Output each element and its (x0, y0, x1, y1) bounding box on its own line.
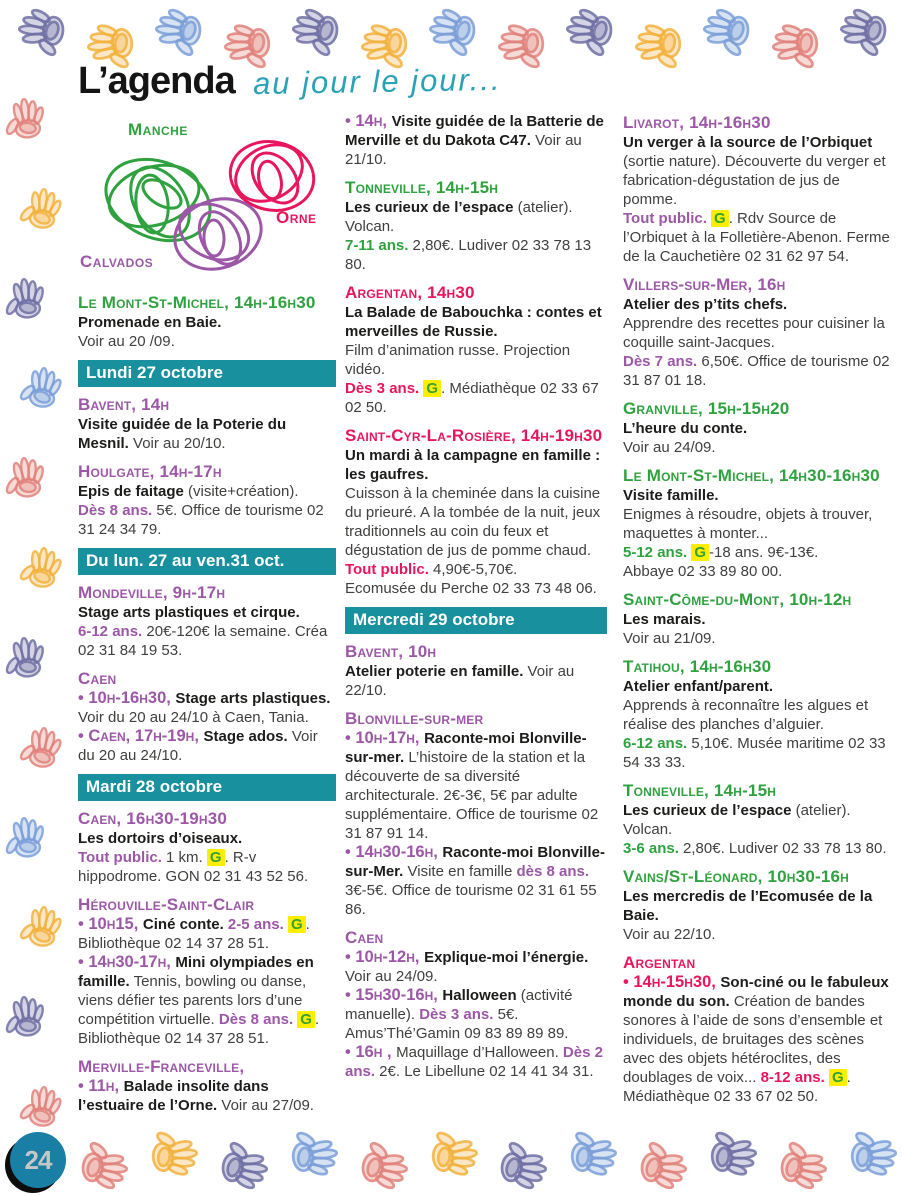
text-segment: . Bibliothèque 02 14 37 28 51. (78, 916, 310, 952)
gratuit-badge: G (829, 1069, 847, 1086)
entry-paragraph (623, 801, 895, 820)
entry-paragraph (623, 295, 895, 314)
text-segment: . Médiathèque 02 33 67 02 50. (345, 380, 599, 416)
hand-stamp-icon (76, 1140, 130, 1194)
text-segment: (activité manuelle). (345, 987, 573, 1023)
hand-stamp-icon (356, 1140, 410, 1194)
text-segment: Tout public. (345, 561, 429, 578)
text-segment: • 11h, (78, 1077, 124, 1095)
entry-paragraph (345, 560, 607, 579)
entry-paragraph (78, 915, 336, 953)
text-segment: Apprendre des recettes pour cuisiner la coquille saint-Jacques. (623, 315, 885, 351)
bottom-stamp-border (78, 1132, 897, 1194)
text-segment: Promenade en Baie. (78, 314, 222, 331)
text-segment: Epis de faitage (78, 483, 184, 500)
text-segment: Voir au 21/09. (623, 630, 716, 647)
text-segment: Stage arts plastiques. (175, 690, 331, 707)
text-segment: . R-v hippodrome. GON 02 31 43 52 56. (78, 849, 309, 885)
entry-paragraph (78, 501, 336, 539)
hand-stamp-icon (564, 4, 618, 58)
gratuit-badge: G (288, 916, 306, 933)
text-segment: Voir au 22/10. (623, 926, 716, 943)
agenda-column-middle (345, 112, 607, 1089)
hand-stamp-icon (701, 4, 755, 58)
date-header: Mardi 28 octobre (78, 774, 336, 801)
venue-time-line: Vains/St-Léonard, 10h30-16h (623, 867, 850, 886)
gratuit-badge: G (423, 380, 441, 397)
agenda-entry (78, 292, 336, 351)
venue-time-line: Caen, 16h30-19h30 (78, 809, 228, 828)
venue-time-line: Merville-Franceville, (78, 1057, 245, 1076)
text-segment: Tout public. (623, 210, 707, 227)
hand-stamp-icon (495, 1140, 549, 1194)
venue-time-line: Houlgate, 14h-17h (78, 462, 222, 481)
agenda-entry (345, 112, 607, 169)
map-label-orne: Orne (276, 208, 317, 227)
text-segment: Raconte-moi Blonville-sur-Mer. (345, 844, 605, 880)
text-segment: 3€-5€. Office de tourisme 02 31 61 55 86. (345, 882, 597, 918)
text-segment: Atelier poterie en famille. (345, 663, 524, 680)
text-segment: Mini olympiades en famille. (78, 954, 314, 990)
venue-time-line: Caen (78, 669, 117, 688)
text-segment: Création de bandes sonores à l’aide de sons d’ensemble et individuels, de bruitages des scènes avec des objets hétéroclites, des doublages de voix... (623, 993, 883, 1086)
entry-paragraph (623, 438, 895, 457)
text-segment: Voir au 20/10. (128, 435, 226, 452)
text-segment: • 14h30-16h, (345, 843, 443, 861)
page-number-badge (10, 1132, 66, 1188)
hand-stamp-icon (565, 1128, 619, 1182)
text-segment: Son-ciné ou le fabuleux monde du son. (623, 974, 889, 1010)
text-segment: Visite en famille (403, 863, 517, 880)
text-segment: Atelier des p’tits chefs. (623, 296, 788, 313)
entry-paragraph (345, 484, 607, 560)
agenda-entry (78, 1056, 336, 1115)
entry-paragraph (345, 303, 607, 341)
venue-time-line: Tonneville, 14h-15h (345, 178, 499, 197)
agenda-entry (623, 952, 895, 1106)
text-segment: 5,10€. Musée maritime 02 33 54 33 33. (623, 735, 886, 771)
text-segment: Les curieux de l’espace (345, 199, 514, 216)
hand-stamp-icon (18, 545, 66, 593)
hand-stamp-icon (146, 1128, 200, 1182)
text-segment: Les dortoirs d’oiseaux. (78, 830, 243, 847)
agenda-entry (623, 398, 895, 457)
text-segment: L’histoire de la station et la découverte de sa diversité architecturale. 2€-3€, 5€ par adulte supplémentaire. Office de tourisme 02 31 87 91 14. (345, 749, 599, 842)
text-segment: . Médiathèque 02 33 67 02 50. (623, 1069, 851, 1105)
hand-stamp-icon (2, 994, 50, 1042)
text-segment: • 10h15, (78, 915, 143, 933)
venue-time-line: Saint-Cyr-La-Rosière, 14h-19h30 (345, 426, 603, 445)
hand-stamp-icon (635, 1140, 689, 1194)
text-segment: • 14h, (345, 112, 392, 130)
entry-paragraph (623, 973, 895, 1106)
entry-paragraph (78, 953, 336, 1048)
text-segment: Atelier enfant/parent. (623, 678, 774, 695)
agenda-column-right (623, 112, 895, 1114)
text-segment: Raconte-moi Blonville-sur-mer. (345, 730, 587, 766)
text-segment: Explique-moi l’énergie. (424, 949, 589, 966)
text-segment: Un mardi à la campagne en famille : les gaufres. (345, 447, 601, 483)
venue-time-line: Blonville-sur-mer (345, 709, 484, 728)
agenda-entry (345, 425, 607, 598)
agenda-entry (345, 282, 607, 417)
text-segment: Volcan. (623, 821, 673, 838)
text-segment: • 14h30-17h, (78, 953, 176, 971)
venue-time-line: Le Mont-St-Michel, 14h30-16h30 (623, 466, 880, 485)
agenda-entry (623, 656, 895, 772)
text-segment: 8-12 ans. (760, 1069, 829, 1086)
entry-paragraph (345, 198, 607, 217)
entry-paragraph (345, 217, 607, 236)
text-segment: 6-12 ans. (623, 735, 688, 752)
gratuit-badge: G (297, 1011, 315, 1028)
text-segment: (atelier). (513, 199, 573, 216)
text-segment: 3-6 ans. (623, 840, 679, 857)
gratuit-badge: G (691, 544, 709, 561)
agenda-entry (78, 808, 336, 886)
entry-paragraph (78, 415, 336, 453)
text-segment: Dès 8 ans. (218, 1011, 298, 1028)
text-segment: 5€. Office de tourisme 02 31 24 34 79. (78, 502, 324, 538)
text-segment: La Balade de Babouchka : contes et merveilles de Russie. (345, 304, 602, 340)
text-segment: Halloween (442, 987, 517, 1004)
venue-time-line: Mondeville, 9h-17h (78, 583, 226, 602)
text-segment: Visite guidée de la Poterie du Mesnil. (78, 416, 287, 452)
text-segment: 5-12 ans. (623, 544, 692, 561)
hand-stamp-icon (838, 4, 892, 58)
agenda-entry (78, 394, 336, 453)
entry-paragraph (623, 820, 895, 839)
entry-paragraph (623, 696, 895, 734)
text-segment: (atelier). (791, 802, 851, 819)
entry-paragraph (623, 543, 895, 562)
entry-paragraph (345, 1043, 607, 1081)
entry-paragraph (345, 986, 607, 1043)
text-segment: Dès 8 ans. (78, 502, 153, 519)
venue-time-line: Tatihou, 14h-16h30 (623, 657, 772, 676)
text-segment: . Rdv Source de l’Orbiquet à la Folletière-Abenon. Ferme de la Cauchetière 02 31 62 97 54. (623, 210, 890, 265)
agenda-entry (78, 894, 336, 1048)
venue-time-line: Villers-sur-Mer, 16h (623, 275, 786, 294)
text-segment: Maquillage d’Halloween. (396, 1044, 563, 1061)
text-segment: Visite guidée de la Batterie de Merville et du Dakota C47. (345, 113, 604, 149)
agenda-entry (623, 780, 895, 858)
entry-paragraph (623, 486, 895, 505)
text-segment: Les curieux de l’espace (623, 802, 792, 819)
text-segment: Dès 3 ans. (345, 380, 424, 397)
hand-stamp-icon (18, 904, 66, 952)
text-segment: Abbaye 02 33 89 80 00. (623, 563, 783, 580)
entry-paragraph (78, 622, 336, 660)
text-segment: Ciné conte. (142, 916, 224, 933)
text-segment: 2-5 ans. (223, 916, 288, 933)
agenda-entry (623, 465, 895, 581)
entry-paragraph (78, 603, 336, 622)
entry-paragraph (345, 948, 607, 986)
text-segment: Les mercredis de l’Ecomusée de la Baie. (623, 888, 873, 924)
entry-paragraph (623, 925, 895, 944)
text-segment: 5€. Amus’Thé’Gamin 09 83 89 89 89. (345, 1006, 569, 1042)
hand-stamp-icon (845, 1128, 899, 1182)
hand-stamp-icon (2, 96, 50, 144)
text-segment: Stage arts plastiques et cirque. (78, 604, 300, 621)
hand-stamp-icon (18, 725, 66, 773)
page-title: L’agenda (78, 60, 235, 102)
entry-paragraph (623, 133, 895, 209)
entry-paragraph (623, 610, 895, 629)
text-segment: (visite+création). (183, 483, 299, 500)
entry-paragraph (78, 727, 336, 765)
hand-stamp-icon (18, 365, 66, 413)
entry-paragraph (623, 887, 895, 925)
map-label-manche: Manche (128, 120, 188, 139)
agenda-entry (623, 112, 895, 266)
departments-map (80, 112, 342, 294)
entry-paragraph (345, 446, 607, 484)
entry-paragraph (623, 505, 895, 543)
entry-paragraph (345, 843, 607, 919)
text-segment: 1 km. (161, 849, 207, 866)
text-segment: Voir au 22/10. (345, 663, 575, 699)
entry-paragraph (78, 482, 336, 501)
entry-paragraph (78, 848, 336, 886)
text-segment: Stage ados. (203, 728, 288, 745)
entry-paragraph (78, 1077, 336, 1115)
hand-stamp-icon (2, 814, 50, 862)
text-segment: Voir au 20 /09. (78, 333, 175, 350)
text-segment: 2,80€. Ludiver 02 33 78 13 80. (678, 840, 887, 857)
entry-paragraph (345, 341, 607, 379)
entry-paragraph (623, 629, 895, 648)
text-segment: Dès 3 ans. (419, 1006, 494, 1023)
hand-stamp-icon (286, 1128, 340, 1182)
hand-stamp-icon (18, 1084, 66, 1132)
entry-paragraph (345, 579, 607, 598)
text-segment: Voir au 24/09. (345, 968, 438, 985)
text-segment: Les marais. (623, 611, 706, 628)
orne-scribble (224, 134, 320, 218)
venue-time-line: Argentan (623, 953, 696, 972)
text-segment: • Caen, 17h-19h, (78, 727, 204, 745)
agenda-entry (78, 461, 336, 539)
text-segment: 2,80€. Ludiver 02 33 78 13 80. (345, 237, 592, 273)
hand-stamp-icon (16, 4, 70, 58)
text-segment: • 16h , (345, 1043, 397, 1061)
top-stamp-border (18, 6, 890, 68)
text-segment: Tennis, bowling ou danse, viens défier tes parents lors d’une compétition virtuelle. (78, 973, 307, 1028)
agenda-entry (623, 274, 895, 390)
text-segment: 6,50€. Office de tourisme 02 31 87 01 18. (623, 353, 890, 389)
agenda-column-left (78, 292, 336, 1123)
text-segment: L’heure du conte. (623, 420, 748, 437)
entry-paragraph (78, 829, 336, 848)
venue-time-line: Hérouville-Saint-Clair (78, 895, 255, 914)
venue-time-line: Caen (345, 928, 384, 947)
text-segment: • 10h-16h30, (78, 689, 176, 707)
hand-stamp-icon (2, 635, 50, 683)
text-segment: Film d’animation russe. Projection vidéo. (345, 342, 571, 378)
venue-time-line: Saint-Côme-du-Mont, 10h-12h (623, 590, 852, 609)
agenda-entry (78, 582, 336, 660)
page-subtitle: au jour le jour... (252, 61, 502, 101)
agenda-entry (345, 927, 607, 1081)
venue-time-line: Livarot, 14h-16h30 (623, 113, 771, 132)
hand-stamp-icon (775, 1140, 829, 1194)
agenda-entry (345, 641, 607, 700)
venue-time-line: Granville, 15h-15h20 (623, 399, 790, 418)
gratuit-badge: G (711, 210, 729, 227)
entry-paragraph (78, 313, 336, 332)
text-segment: Tout public. (78, 849, 162, 866)
hand-stamp-icon (2, 455, 50, 503)
text-segment: Dès 7 ans. (623, 353, 698, 370)
text-segment: 6-12 ans. (78, 623, 143, 640)
text-segment: Dès 2 ans. (345, 1044, 603, 1080)
text-segment: • 10h-17h, (345, 729, 425, 747)
text-segment: 2€. Le Libellune 02 14 41 34 31. (375, 1063, 594, 1080)
agenda-entry (345, 708, 607, 919)
text-segment: . Bibliothèque 02 14 37 28 51. (78, 1011, 320, 1047)
text-segment: Un verger à la source de l’Orbiquet (623, 134, 873, 151)
entry-paragraph (623, 839, 895, 858)
venue-time-line: Bavent, 14h (78, 395, 170, 414)
hand-stamp-icon (290, 4, 344, 58)
entry-paragraph (623, 209, 895, 266)
text-segment: Voir du 20 au 24/10 à Caen, Tania. (78, 709, 309, 726)
agenda-entry (345, 177, 607, 274)
text-segment: Voir au 27/09. (217, 1097, 314, 1114)
hand-stamp-icon (153, 4, 207, 58)
text-segment: • 15h30-16h, (345, 986, 443, 1004)
agenda-entry (78, 668, 336, 765)
entry-paragraph (623, 677, 895, 696)
date-header: Mercredi 29 octobre (345, 607, 607, 634)
text-segment: Apprends à reconnaître les algues et réalise des planches d’alguier. (623, 697, 869, 733)
text-segment: Volcan. (345, 218, 395, 235)
hand-stamp-icon (216, 1140, 270, 1194)
entry-paragraph (623, 352, 895, 390)
hand-stamp-icon (705, 1128, 759, 1182)
entry-paragraph (78, 332, 336, 351)
text-segment: -18 ans. 9€-13€. (709, 544, 819, 561)
text-segment: • 14h-15h30, (623, 973, 721, 991)
text-segment: Cuisson à la cheminée dans la cuisine du prieuré. A la tombée de la nuit, jeux traditionnels au coin du feux et dégustation de jus de pomme chaud. (345, 485, 601, 559)
text-segment: 4,90€-5,70€. (428, 561, 518, 578)
entry-paragraph (345, 236, 607, 274)
text-segment: Visite famille. (623, 487, 719, 504)
entry-paragraph (78, 689, 336, 727)
text-segment: Voir au 21/10. (345, 132, 582, 168)
date-header: Lundi 27 octobre (78, 360, 336, 387)
venue-time-line: Argentan, 14h30 (345, 283, 475, 302)
text-segment: Balade insolite dans l’estuaire de l’Orne. (78, 1078, 269, 1114)
text-segment: dès 8 ans. (516, 863, 590, 880)
entry-paragraph (623, 419, 895, 438)
page-number: 24 (24, 1144, 52, 1175)
text-segment: (sortie nature). Découverte du verger et fabrication-dégustation de jus de pomme. (623, 153, 886, 208)
left-stamp-border (4, 98, 64, 1130)
venue-time-line: Bavent, 10h (345, 642, 437, 661)
entry-paragraph (623, 734, 895, 772)
text-segment: 20€-120€ la semaine. Créa 02 31 84 19 53. (78, 623, 328, 659)
text-segment: Voir du 20 au 24/10. (78, 728, 318, 764)
entry-paragraph (345, 729, 607, 843)
page-header (78, 60, 878, 103)
date-header: Du lun. 27 au ven.31 oct. (78, 548, 336, 575)
venue-time-line: Tonneville, 14h-15h (623, 781, 777, 800)
text-segment: 7-11 ans. (345, 237, 409, 254)
agenda-entry (623, 866, 895, 944)
text-segment: Ecomusée du Perche 02 33 73 48 06. (345, 580, 597, 597)
hand-stamp-icon (2, 275, 50, 323)
entry-paragraph (345, 662, 607, 700)
entry-paragraph (623, 314, 895, 352)
entry-paragraph (345, 112, 607, 169)
agenda-entry (623, 589, 895, 648)
entry-paragraph (345, 379, 607, 417)
gratuit-badge: G (207, 849, 225, 866)
hand-stamp-icon (425, 1128, 479, 1182)
text-segment: Voir au 24/09. (623, 439, 716, 456)
hand-stamp-icon (427, 4, 481, 58)
venue-time-line: Le Mont-St-Michel, 14h-16h30 (78, 293, 316, 312)
map-label-calvados: Calvados (80, 252, 154, 271)
hand-stamp-icon (18, 186, 66, 234)
text-segment: • 10h-12h, (345, 948, 425, 966)
entry-paragraph (623, 562, 895, 581)
text-segment: Enigmes à résoudre, objets à trouver, maquettes à monter... (623, 506, 873, 542)
